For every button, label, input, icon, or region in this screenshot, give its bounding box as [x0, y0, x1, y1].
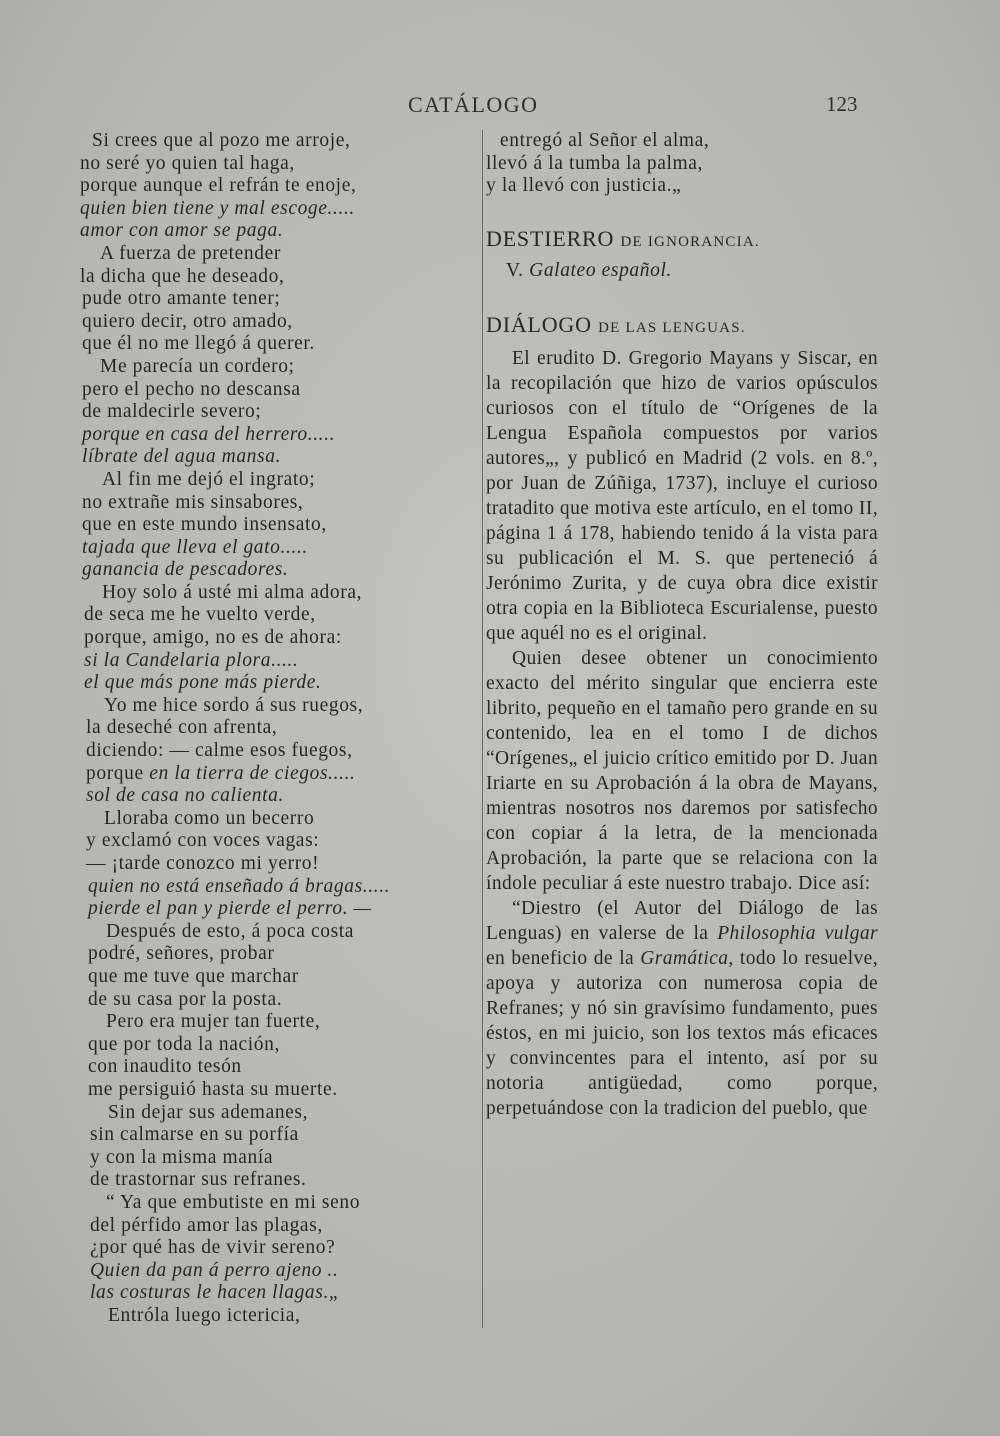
verse-line: de trastornar sus refranes.: [90, 1169, 307, 1191]
verse-line: entregó al Señor el alma,: [500, 130, 710, 151]
verse-line: Yo me hice sordo á sus ruegos,: [104, 694, 364, 716]
verse-line: sol de casa no calienta.: [86, 785, 284, 807]
verse-line: Pero era mujer tan fuerte,: [106, 1011, 321, 1033]
column-divider: [482, 130, 483, 1328]
verse-line: A fuerza de pretender: [100, 242, 281, 264]
text-span: “Diestro (el Autor del Diálogo de las Lenguas) en valerse de la: [486, 897, 878, 944]
verse-line: el que más pone más pierde.: [84, 672, 322, 694]
heading-title: DESTIERRO: [486, 225, 615, 251]
verse-line: porque, amigo, no es de ahora:: [84, 627, 342, 649]
verse-line: con inaudito tesón: [88, 1056, 242, 1078]
verse-line: si la Candelaria plora.....: [84, 649, 299, 671]
verse-line: porque en casa del herrero.....: [82, 423, 336, 445]
heading-subtitle: DE IGNORANCIA.: [620, 233, 760, 250]
running-head: CATÁLOGO: [408, 92, 539, 117]
paragraph: Quien desee obtener un conocimiento exacto del mérito singular que encierra este librito, pequeño en el tamaño pero grande en su contenido, lea en el tomo I de dichos “Orígenes„ el juicio crítico emitido por D. Juan Iriarte en su Aprobación á la obra de Mayans, mientras nosotros nos daremos por satisfecho con copiar á la letra, de la mencionada Aprobación, la parte que se relaciona con la índole peculiar á este nuestro trabajo. Dice así:: [486, 647, 878, 894]
verse-line: las costuras le hacen llagas.„: [90, 1282, 341, 1304]
verse-line: sin calmarse en su porfía: [90, 1124, 299, 1146]
verse-line: porque aunque el refrán te enoje,: [80, 175, 357, 197]
verse-line: Hoy solo á usté mi alma adora,: [102, 581, 363, 603]
verse-line: de su casa por la posta.: [88, 988, 283, 1010]
verse-line: del pérfido amor las plagas,: [90, 1214, 323, 1236]
verse-line: — ¡tarde conozco mi yerro!: [86, 853, 320, 874]
verse-line: “ Ya que embutiste en mi seno: [106, 1191, 361, 1213]
verse-line: pero el pecho no descansa: [82, 378, 301, 400]
verse-line: Al fin me dejó el ingrato;: [102, 468, 316, 490]
verse-line: Si crees que al pozo me arroje,: [92, 130, 351, 151]
verse-line: Me parecía un cordero;: [100, 355, 295, 377]
heading-subtitle: DE LAS LENGUAS.: [598, 319, 746, 336]
verse-line: de maldecirle severo;: [82, 401, 262, 423]
verse-line: tajada que lleva el gato.....: [82, 536, 308, 558]
verse-line: [80, 763, 460, 786]
verse-line: de seca me he vuelto verde,: [84, 604, 316, 626]
verse-line: la deseché con afrenta,: [86, 717, 278, 739]
quoted-paragraph: [486, 896, 878, 1121]
section-heading: [486, 312, 878, 338]
verse-column: [80, 130, 460, 1327]
section-heading: [486, 226, 878, 252]
verse-line: la dicha que he deseado,: [80, 265, 285, 287]
paragraph: El erudito D. Gregorio Mayans y Siscar, en la recopilación que hizo de varios opúsculos curiosos con el título de “Orígenes de la Lengua Española compuestos por varios autores„, y publicó en Madrid (2 vols. en 8.º, por Juan de Zúñiga, 1737), incluye el curioso tratadito que motiva este artículo, en el tomo II, página 1 á 178, habiendo tenido á la vista para su publicación el M. S. que perteneció á Jerónimo Zurita, y de cuya obra dice existir otra copia en la Biblioteca Escurialense, puesto que aquél no es el original.: [486, 347, 878, 644]
italic-span: en la tierra de ciegos.....: [149, 762, 356, 784]
text-span: , todo lo resuelve, apoya y autoriza con numerosa copia de Refranes; y nó sin gravísimo fundamento, pues éstos, en mi juicio, son los textos más eficaces y convincentes para el intento, así por su notoria antigüedad, como porque, perpetuándose con la tradicion del pueblo, que: [486, 947, 878, 1119]
verse-line: Sin dejar sus ademanes,: [108, 1101, 309, 1123]
heading-title: DIÁLOGO: [486, 311, 592, 337]
verse-line: Después de esto, á poca costa: [106, 920, 355, 942]
verse-line: y con la misma manía: [90, 1146, 274, 1168]
verse-line: pude otro amante tener;: [82, 288, 281, 310]
verse-line: no extrañe mis sinsabores,: [82, 491, 304, 513]
italic-term: Gramática: [640, 947, 729, 969]
verse-line: quien no está enseñado á bragas.....: [88, 875, 391, 897]
page-number: 123: [826, 92, 858, 116]
verse-line: quien bien tiene y mal escoge.....: [80, 197, 355, 219]
verse-line: Entróla luego ictericia,: [108, 1304, 301, 1326]
verse-line: quiero decir, otro amado,: [82, 310, 293, 332]
text-span: porque: [86, 762, 150, 784]
verse-line: que me tuve que marchar: [88, 965, 299, 987]
cross-reference-prefix: V.: [506, 259, 524, 281]
verse-line: Lloraba como un becerro: [104, 807, 315, 829]
verse-line: diciendo: — calme esos fuegos,: [86, 740, 353, 762]
verse-line: y la llevó con justicia.„: [486, 175, 682, 197]
verse-line: que por toda la nación,: [88, 1033, 280, 1055]
verse-line: podré, señores, probar: [88, 943, 275, 965]
verse-line: ¿por qué has de vivir sereno?: [90, 1237, 336, 1259]
verse-line: ganancia de pescadores.: [82, 559, 289, 581]
verse-line: que en este mundo insensato,: [82, 514, 327, 536]
text-span: en beneficio de la: [486, 947, 641, 969]
verse-line: amor con amor se paga.: [80, 220, 284, 242]
verse-line: llevó á la tumba la palma,: [486, 152, 704, 174]
cross-reference-title: Galateo español.: [529, 259, 672, 281]
italic-term: Philosophia vulgar: [717, 922, 878, 944]
cross-reference: [486, 260, 878, 282]
verse-line: no seré yo quien tal haga,: [80, 152, 295, 174]
verse-line: pierde el pan y pierde el perro. —: [88, 898, 372, 920]
verse-line: Quien da pan á perro ajeno ..: [90, 1259, 339, 1281]
verse-line: y exclamó con voces vagas:: [86, 830, 320, 852]
verse-line: me persiguió hasta su muerte.: [88, 1078, 338, 1100]
verse-line: que él no me llegó á querer.: [82, 333, 315, 355]
verse-line: líbrate del agua mansa.: [82, 446, 282, 468]
prose-column: [486, 130, 878, 1121]
